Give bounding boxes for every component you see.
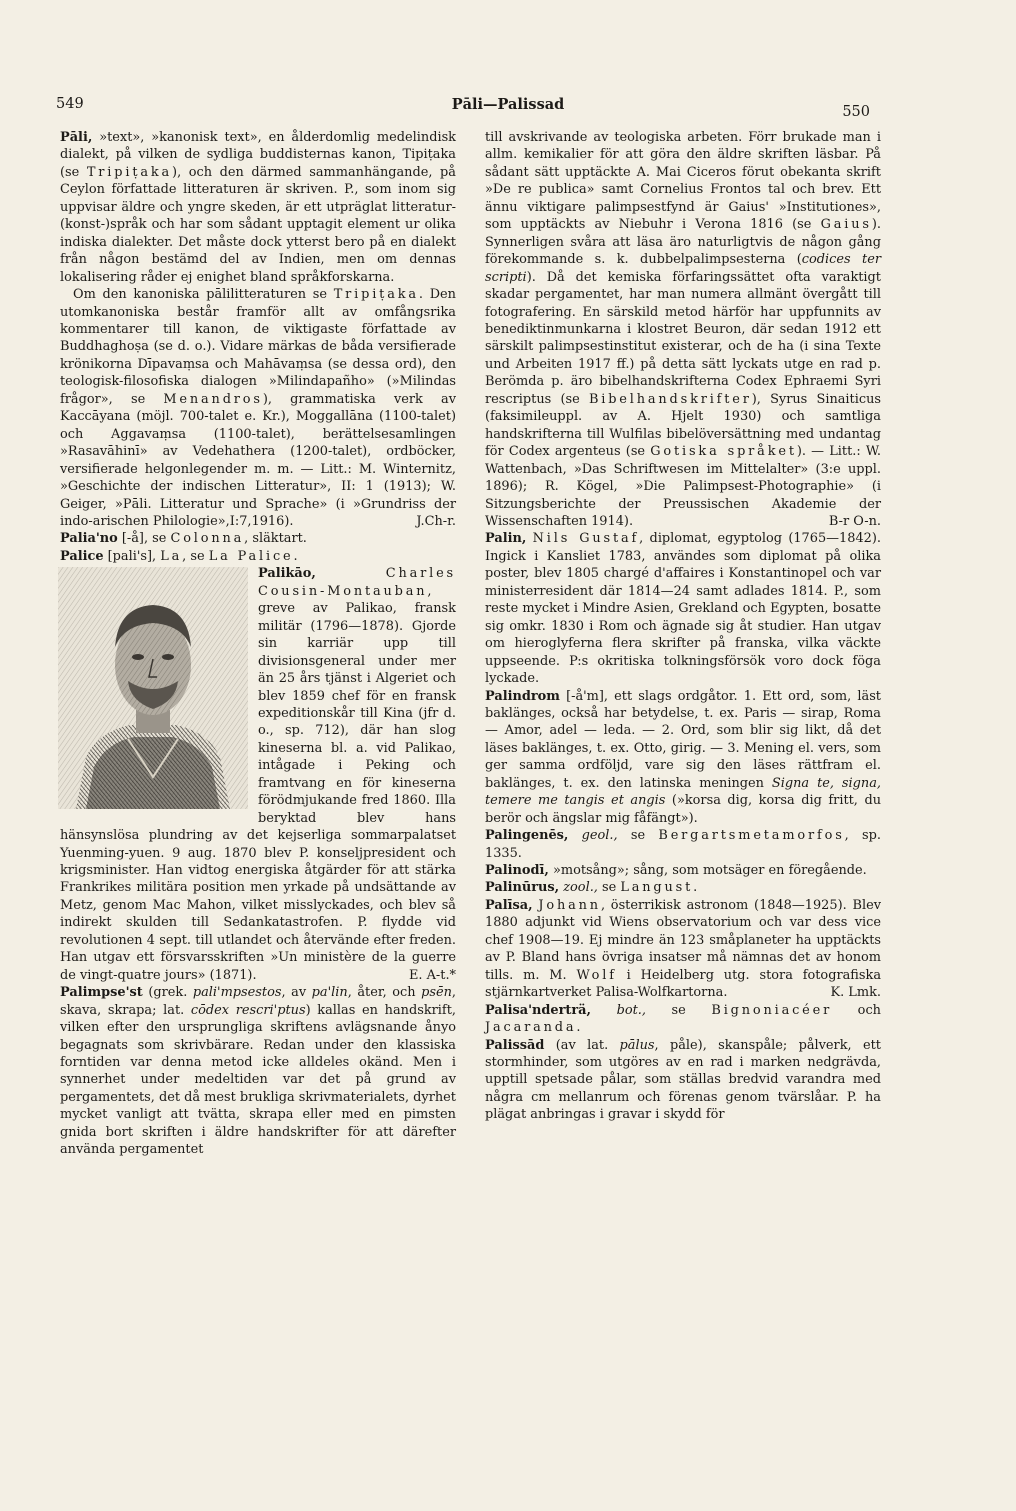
author-signature: J.Ch-r. <box>416 513 456 529</box>
cross-reference: Gotiska språket <box>650 444 797 460</box>
cross-reference: Johann <box>538 897 601 913</box>
cross-reference: La Palice <box>208 548 294 564</box>
headword: Palinodī, <box>485 863 549 879</box>
page-header <box>0 96 1016 120</box>
headword: Palīsa, <box>485 897 533 913</box>
running-title: Pāli—Palissad <box>451 96 565 113</box>
cross-reference: Tripiṭaka <box>333 287 419 303</box>
entry-palimpsest: Palimpse'st (grek. pali'mpsestos, av pa'lin, åter, och psēn, skava, skrapa; lat. cōdex rescri'ptus) kallas en handskrift, vilken efter den ursprungliga skriftens avlägsnande ånyo begagnats som skrivbärare. Redan under den klassiska forntiden var denna metod icke alldeles okänd. Men i synnerhet under medeltiden var det på grund av pergamentets, det då mest brukliga skrivmaterialets, dyrhet mycket vanligt att tvätta, skrapa eller med en pimsten gnida bort skriften i äldre handskrifter för att därefter använda pergamentet <box>60 985 456 1158</box>
cross-reference: Bignoniacéer <box>711 1002 833 1018</box>
cross-reference: Wolf <box>576 967 617 983</box>
entry-palisa: Palīsa, Johann, österrikisk astronom (1848—1925). Blev 1880 adjunkt vid Wiens observatorium och var dess vice chef 1908—19. Ej mindre än 123 småplaneter ha upptäckts av P. Bland hans övriga insatser må nämnas det av honom tills. m. M. Wolf i Heidelberg utg. stora fotografiska stjärnkartverket Palisa-Wolfkartorna. K. Lmk. <box>485 897 882 1001</box>
cross-reference: Gaius <box>820 217 872 233</box>
headword: Palia'no <box>60 531 118 547</box>
author-signature: B-r O-n. <box>828 513 881 529</box>
page-number-right: 550 <box>842 104 870 120</box>
cross-reference: Jacaranda <box>485 1020 577 1036</box>
entry-paliano: Palia'no [-å], se Colonna, släktart. <box>60 531 307 547</box>
entry-palingenes: Palingenēs, geol., se Bergartsmetamorfos, sp. 1335. <box>485 828 881 861</box>
cross-reference: La <box>160 548 183 564</box>
headword: Pāli, <box>60 130 93 145</box>
cross-reference: Tripiṭaka <box>86 164 173 180</box>
headword: Palisa'nderträ, <box>485 1002 592 1018</box>
entry-palindrom: Palindrom [-å'm], ett slags ordgåtor. 1. Ett ord, som, läst baklänges, också har betydelse, t. ex. Paris — sirap, Roma — Amor, adel — leda. — 2. Ord, som blir sig likt, då det läses baklänges, t. ex. Otto, girig. — 3. Mening el. vers, som ger samma ordföljd, vare sig den läses rättfram el. baklänges, t. ex. den latinska meningen Signa te, signa, temere me tangis et angis (»korsa dig, korsa dig fritt, du berör och ängslar mig fåfängt»). <box>485 688 882 826</box>
entry-palikao: Palikāo, Charles Cousin-Montauban, greve av Palikao, fransk militär (1796—1878). Gjorde sin karriär upp till divisionsgeneral under mer än 25 års tjänst i Algeriet och blev 1859 chef för en fransk expeditionskår till Kina (jfr d. o., sp. 712), där han slog kineserna bl. a. vid Palikao, intågade i Peking och framtvang en för kineserna förödmjukande fred 1860. Illa beryktad blev hans hänsynslösa plundring av det kejserliga sommarpalatset Yuenming-yuen. 9 aug. 1870 blev P. konseljpresident och krigsminister. Han vidtog energiska åtgärder för att stärka Frankrikes militära position men yrkade på undsättande av Metz, genom Mac Mahon, vilket misslyckades, och blev så indirekt skulden till Sedankatastrofen. P. flydde vid revolutionen 4 sept. till utlandet och återvände efter freden. Han utgav ett försvarsskriften »Un ministère de la guerre de vingt-quatre jours» (1871). E. A-t.* <box>60 566 456 983</box>
right-column <box>485 129 881 1124</box>
headword: Palindrom <box>485 688 560 704</box>
cross-reference: Bibelhandskrifter <box>588 391 752 407</box>
author-signature: K. Lmk. <box>830 985 881 1001</box>
entry-palinurus: Palinūrus, zool., se Langust. <box>485 880 698 896</box>
portrait-engraving-icon <box>58 567 248 809</box>
entry-palin: Palin, Nils Gustaf, diplomat, egyptolog (1765—1842). Ingick i Kansliet 1783, användes som diplomat på olika poster, blev 1805 chargé d'affaires i Konstantinopel och var ministerresident där 1814—24 samt adlades 1814. P., som reste mycket i Mindre Asien, Grekland och Egypten, bosatte sig omkr. 1830 i Rom och ägnade sig åt studier. Han utgav om hieroglyferna flera skrifter på franska, vilka väckte uppseende. P:s okritiska tolkningsförsök voro dock föga lyckade. <box>485 531 881 687</box>
entry-palimpsest-continued: till avskrivande av teologiska arbeten. Förr brukade man i allm. kemikalier för att göra den äldre skriften läsbar. På sådant sätt upptäckte A. Mai Ciceros förut obekanta skrift »De re publica» samt Cornelius Frontos tal och brev. Ett ännu viktigare palimpsestfynd är Gaius' »Institutiones», som upptäckts av Niebuhr i Verona 1816 (se Gaius). Synnerligen svåra att läsa äro naturligtvis de någon gång förekommande s. k. dubbelpalimpsesterna (codices ter scripti). Då det kemiska förfaringssättet ofta varaktigt skadar pergamentet, har man numera allmänt övergått till fotografering. En särskild metod härför har uppfunnits av benediktinmunkarna i klostret Beuron, där sedan 1912 ett särskilt palimpsestinstitut existerar, och de ha (i sina Texte und Arbeiten 1917 ff.) på detta sätt lyckats utge en rad p. Berömda p. äro bibelhandskrifterna Codex Ephraemi Syri rescriptus (se Bibelhandskrifter), Syrus Sinaiticus (faksimileuppl. av A. Hjelt 1930) och samtliga handskrifterna till Wulfilas bibelöversättning med undantag för Codex argenteus (se Gotiska språket). — Litt.: W. Wattenbach, »Das Schriftwesen im Mittelalter» (3:e uppl. 1896); R. Kögel, »Die Palimpsest-Photographie» (i Sitzungsberichte der Preussischen Akademie der Wissenschaften 1914). B-r O-n. <box>485 130 882 529</box>
headword: Palikāo, <box>258 566 316 582</box>
entry-palisanderträ: Palisa'nderträ, bot., se Bignoniacéer och Jacaranda. <box>485 1002 881 1036</box>
cross-reference: Menandros <box>163 391 263 407</box>
entry-pali: Pāli, »text», »kanonisk text», en ålderdomlig medelindisk dialekt, på vilken de sydliga buddisternas kanon, Tipiṭaka (se Tripiṭaka), och den därmed sammanhängande, på Ceylon författade litteraturen är skriven. P., som inom sig uppvisar äldre och yngre skeden, är ett utpräglat litteratur-(konst-)språk och har som sådant upptagit element ur olika indiska dialekter. Det måste dock ytterst bero på en dialekt från någon bestämd del av Indien, men om dennas lokalisering råder ej enighet bland språkforskarna. <box>60 130 456 285</box>
entry-palissad: Palissād (av lat. pālus, påle), skanspåle; pålverk, ett stormhinder, som utgöres av en rad i marken nedgrävda, upptill spetsade pålar, som ställas bredvid varandra med några cm mellanrum och förenas genom tvärslåar. P. ha plägat anbringas i gravar i skydd för <box>485 1037 881 1123</box>
headword: Palinūrus, <box>485 880 560 896</box>
author-signature: E. A-t.* <box>409 967 456 983</box>
entry-pali-literature: Om den kanoniska pālilitteraturen se Tripiṭaka. Den utomkanoniska består framför allt av omfångsrika kommentarer till kanon, de viktigaste författade av Buddhaghoṣa (se d. o.). Vidare märkas de båda versifierade krönikorna Dīpavaṃsa och Mahāvaṃsa (se dessa ord), den teologisk-filosofiska dialogen »Milindapañho» (»Milindas frågor», se Menandros), grammatiska verk av Kaccāyana (möjl. 700-talet e. Kr.), Moggallāna (1100-talet) och Aggavaṃsa (1100-talet), berättelsesamlingen »Rasavāhinī» av Vedehathera (1200-talet), ordböcker, versifierade helgonlegender m. m. — Litt.: M. Winternitz, »Geschichte der indischen Litteratur», II: 1 (1913); W. Geiger, »Pāli. Litteratur und Sprache» (i »Grundriss der indo-arischen Philologie»,I:7,1916). J.Ch-r. <box>60 287 457 529</box>
headword: Palissād <box>485 1037 545 1053</box>
entry-palice: Palice [pali's], La, se La Palice. <box>60 548 298 564</box>
cross-reference: Charles Cousin-Montauban <box>258 566 456 599</box>
page-number-left: 549 <box>56 96 84 112</box>
entry-palinodi: Palinodī, »motsång»; sång, som motsäger en föregående. <box>485 863 867 879</box>
headword: Palingenēs, <box>485 828 569 844</box>
cross-reference: Bergartsmetamorfos <box>658 828 845 844</box>
cross-reference: Colonna <box>170 531 245 547</box>
headword: Palimpse'st <box>60 985 143 1001</box>
headword: Palin, <box>485 531 527 547</box>
cross-reference: Nils Gustaf <box>532 531 640 547</box>
left-column <box>60 129 456 1159</box>
headword: Palice <box>60 548 104 564</box>
cross-reference: Langust <box>620 880 694 896</box>
